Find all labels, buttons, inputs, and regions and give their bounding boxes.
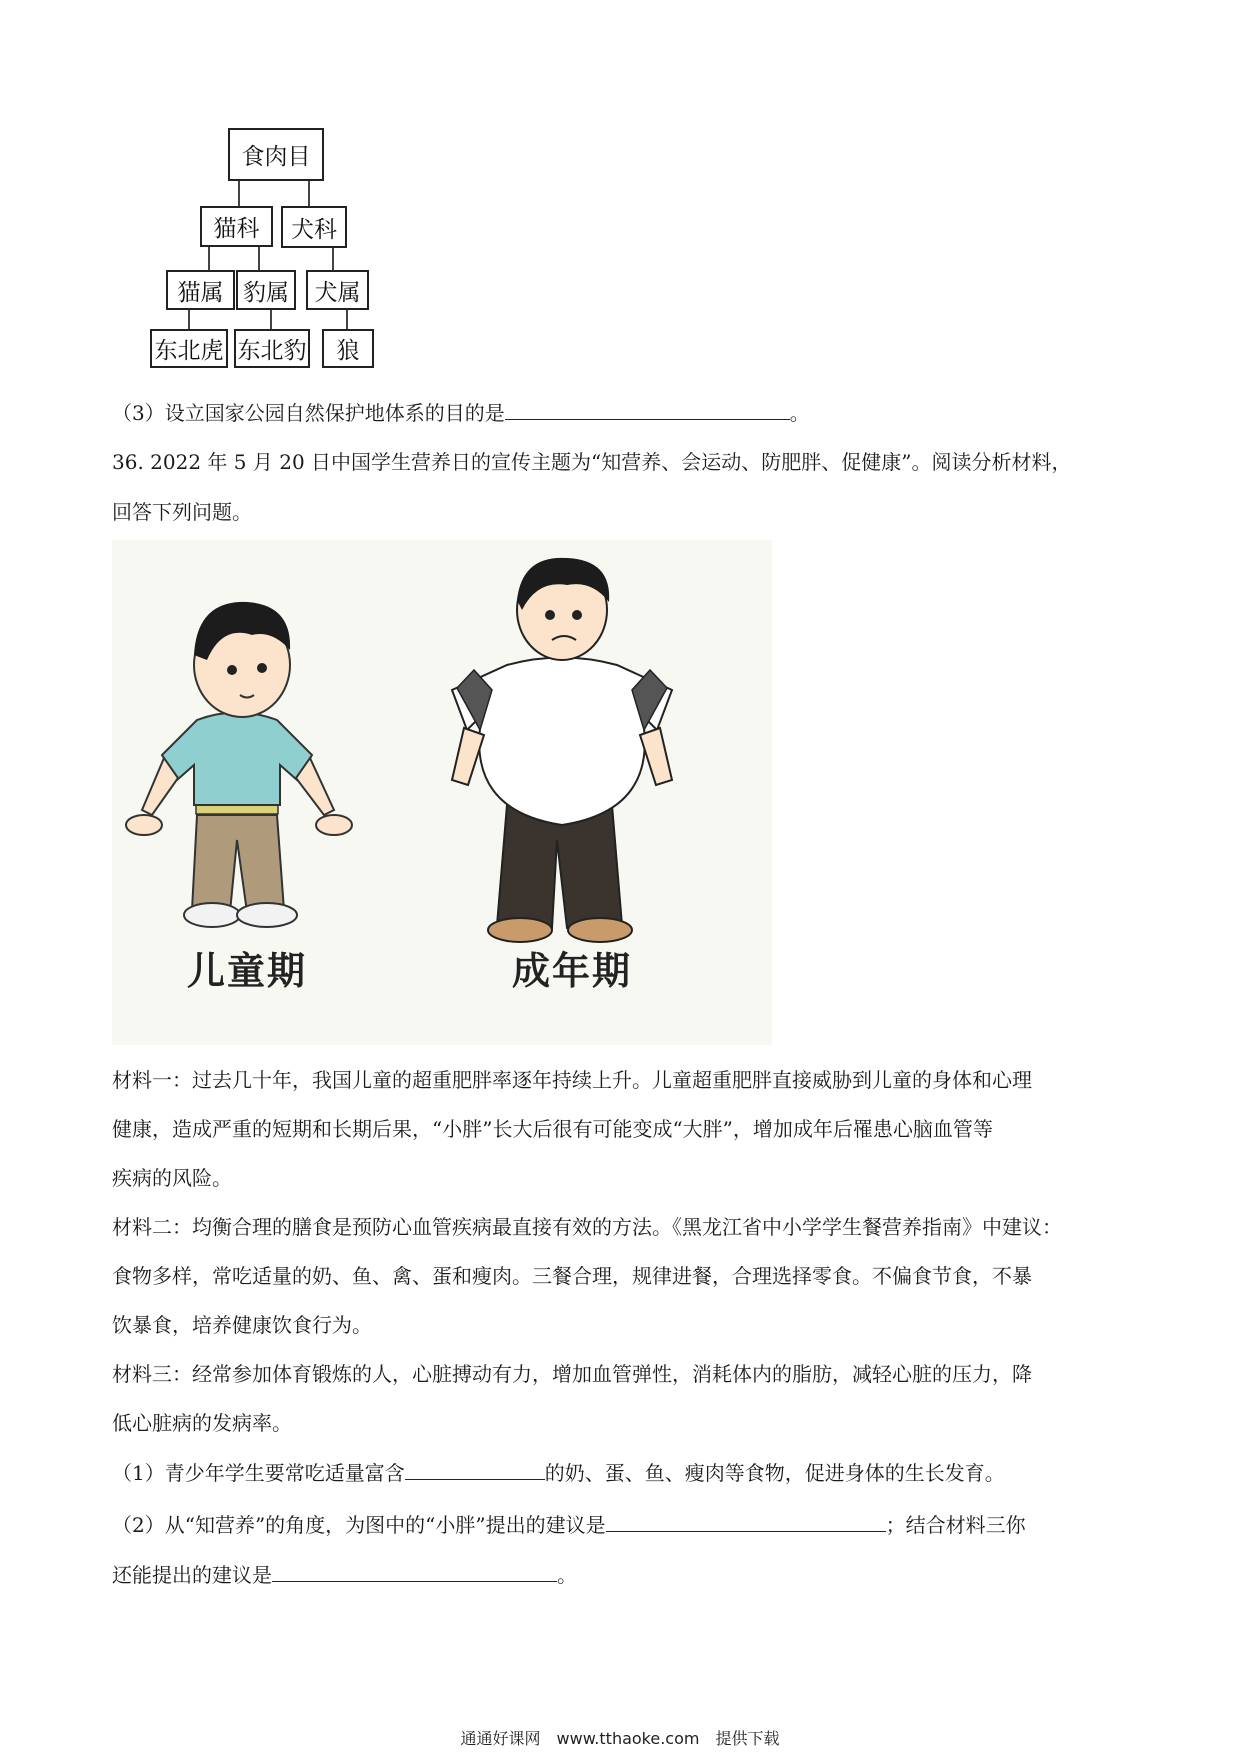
- material-1-line2: 健康，造成严重的短期和长期后果，“小胖”长大后很有可能变成“大胖”，增加成年后罹患心脑血管等: [112, 1117, 993, 1141]
- answer-blank: [606, 1511, 886, 1532]
- caption-adulthood: 成年期: [512, 949, 633, 993]
- node-genus-felis: 猫属: [166, 270, 235, 310]
- page-footer: 通通好课网 www.tthaoke.com 提供下载: [460, 1729, 780, 1748]
- node-species-wolf: 狼: [322, 329, 374, 368]
- material-3-line2: 低心脏病的发病率。: [112, 1411, 292, 1435]
- question-36-2-line1: [112, 1510, 1128, 1540]
- connector: [208, 247, 210, 271]
- connector: [332, 248, 334, 272]
- node-family-felidae: 猫科: [200, 206, 273, 247]
- q2-text-line2: 还能提出的建议是: [112, 1563, 272, 1587]
- connector: [188, 310, 190, 330]
- adult-figure: [452, 558, 672, 942]
- node-species-siberian-tiger: 东北虎: [150, 329, 228, 368]
- caption-childhood: 儿童期: [187, 949, 308, 993]
- material-1-line1: 材料一：过去几十年，我国儿童的超重肥胖率逐年持续上升。儿童超重肥胖直接威胁到儿童的身体和心理: [112, 1068, 1032, 1092]
- q1-text: （1）青少年学生要常吃适量富含: [112, 1461, 405, 1485]
- material-1-line3: 疾病的风险。: [112, 1166, 232, 1190]
- q1-text-end: 的奶、蛋、鱼、瘦肉等食物，促进身体的生长发育。: [544, 1461, 1005, 1485]
- q2-text-end: 。: [557, 1563, 577, 1587]
- q35-3-text: （3）设立国家公园自然保护地体系的目的是: [112, 401, 505, 425]
- q35-3-end: 。: [789, 401, 810, 425]
- q2-text: （2）从“知营养”的角度，为图中的“小胖”提出的建议是: [112, 1513, 606, 1537]
- question-36-1: [112, 1458, 1128, 1488]
- question-36-line2: 回答下列问题。: [112, 500, 252, 524]
- answer-blank: [272, 1561, 557, 1582]
- node-genus-canis: 犬属: [306, 270, 369, 310]
- answer-blank: [505, 399, 790, 420]
- material-2-line3: 饮暴食，培养健康饮食行为。: [112, 1313, 372, 1337]
- question-35-3: [112, 398, 1128, 428]
- connector: [308, 181, 310, 207]
- material-3-line1: 材料三：经常参加体育锻炼的人，心脏搏动有力，增加血管弹性，消耗体内的脂肪，减轻心脏的压力，降: [112, 1362, 1032, 1386]
- child-figure: [126, 602, 352, 927]
- connector: [270, 310, 272, 330]
- connector: [238, 181, 240, 207]
- question-36-2-line2: [112, 1560, 1128, 1590]
- growth-illustration: [112, 540, 772, 1045]
- node-genus-panthera: 豹属: [236, 270, 296, 310]
- q2-text-mid: ；结合材料三你: [885, 1513, 1026, 1537]
- node-family-canidae: 犬科: [281, 206, 347, 248]
- material-2-line2: 食物多样，常吃适量的奶、鱼、禽、蛋和瘦肉。三餐合理，规律进餐，合理选择零食。不偏食节食，不暴: [112, 1264, 1032, 1288]
- answer-blank: [405, 1459, 545, 1480]
- connector: [346, 310, 348, 330]
- connector: [258, 247, 260, 271]
- node-order: 食肉目: [228, 128, 324, 181]
- node-species-amur-leopard: 东北豹: [234, 329, 310, 368]
- material-2-line1: 材料二：均衡合理的膳食是预防心血管疾病最直接有效的方法。《黑龙江省中小学学生餐营养指南》中建议：: [112, 1215, 1062, 1239]
- question-36-line1: 36. 2022 年 5 月 20 日中国学生营养日的宣传主题为“知营养、会运动、防肥胖、促健康”。阅读分析材料，: [112, 450, 1072, 474]
